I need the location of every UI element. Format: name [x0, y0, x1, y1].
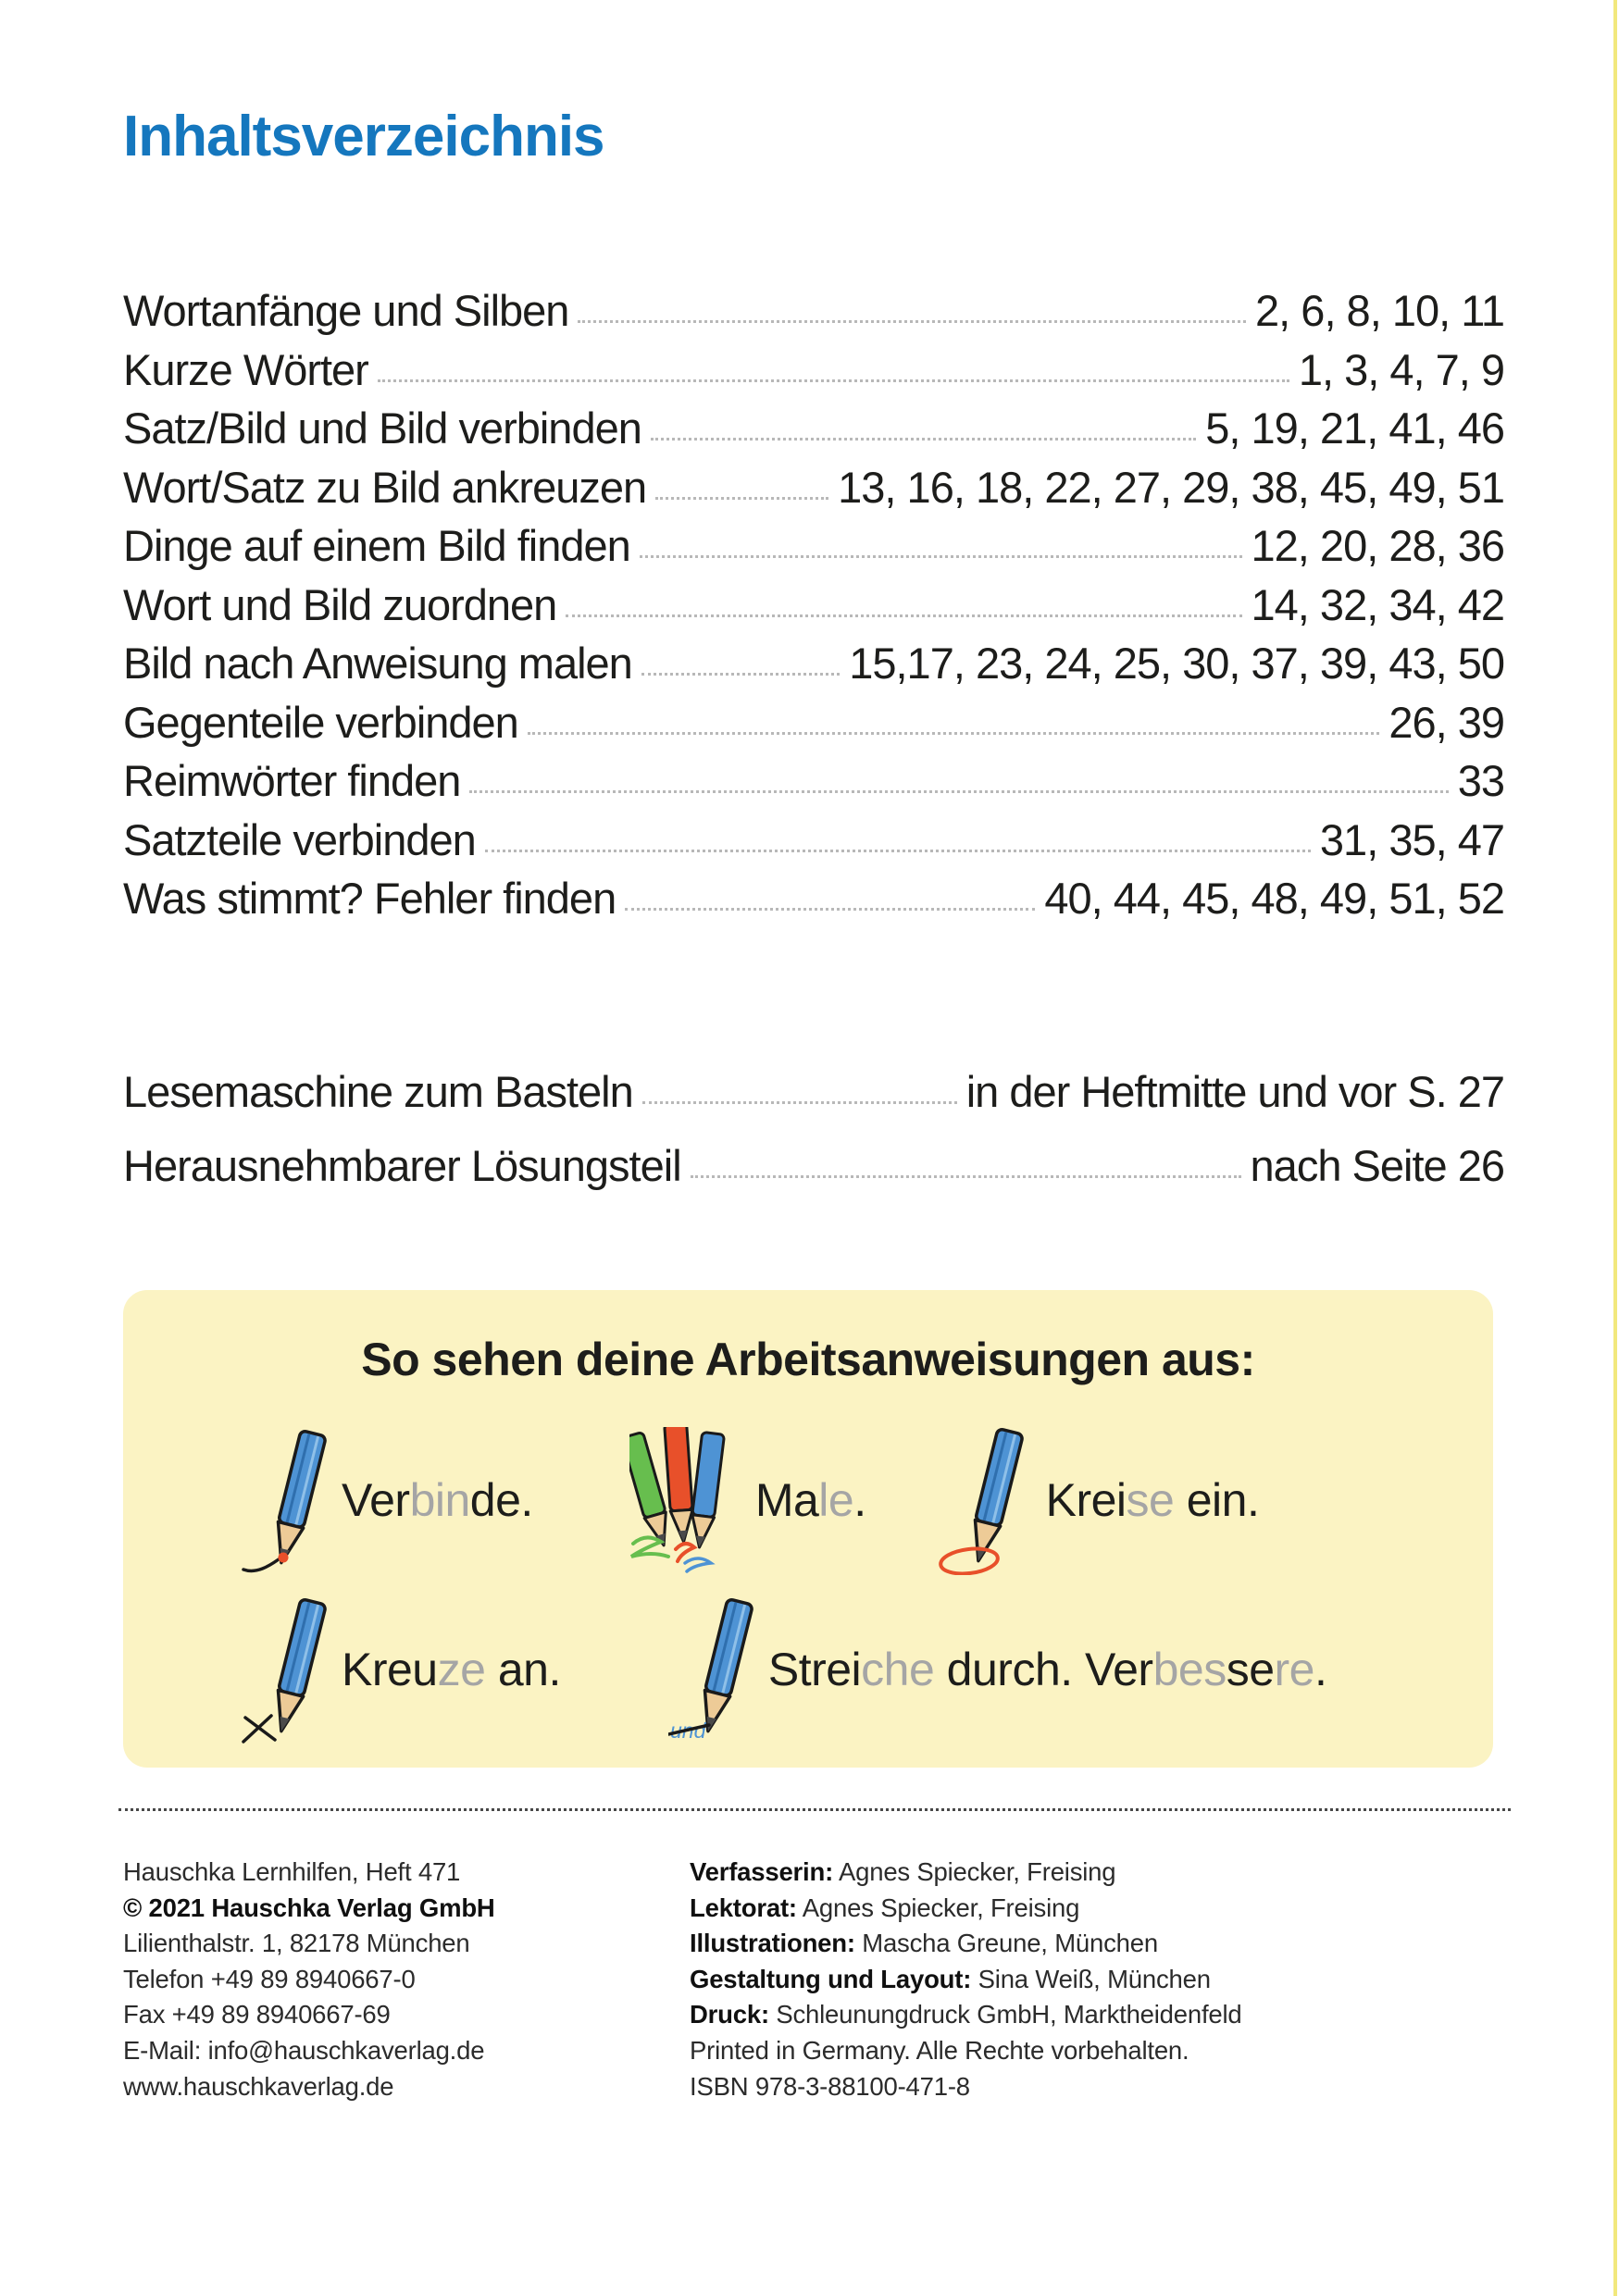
dotted-leader	[378, 379, 1289, 382]
footer-line: Lektorat: Agnes Spiecker, Freising	[690, 1893, 1080, 1922]
dotted-leader	[651, 438, 1196, 441]
page-title: Inhaltsverzeichnis	[123, 105, 604, 168]
toc-row	[123, 462, 1504, 521]
toc-entry-pages: in der Heftmitte und vor S. 27	[965, 1067, 1504, 1116]
dotted-leader	[528, 732, 1379, 735]
toc-entry-pages: 40, 44, 45, 48, 49, 51, 52	[1044, 874, 1504, 923]
toc-row	[123, 638, 1504, 697]
toc-entry-label: Wort/Satz zu Bild ankreuzen	[123, 462, 647, 512]
toc-entry-label: Was stimmt? Fehler finden	[123, 874, 616, 923]
struck-word: und	[669, 1719, 706, 1743]
footer-line: Printed in Germany. Alle Rechte vorbehalten.	[690, 2035, 1189, 2065]
instruction-box-heading: So sehen deine Arbeitsanweisungen aus:	[361, 1334, 1255, 1385]
instruction-box	[123, 1290, 1493, 1768]
instruction-word: Kreuze an.	[342, 1644, 561, 1695]
toc-row	[123, 1066, 1504, 1140]
toc-entry-label: Bild nach Anweisung malen	[123, 639, 632, 688]
footer-line: Fax +49 89 8940667-69	[123, 2000, 391, 2029]
toc-entry-label: Herausnehmbarer Lösungsteil	[123, 1141, 681, 1190]
pencil-circle-icon	[939, 1425, 1031, 1575]
instruction-item-verbinde	[242, 1427, 533, 1573]
instruction-item-streiche-durch	[668, 1595, 1327, 1744]
toc-entry-pages: 15,17, 23, 24, 25, 30, 37, 39, 43, 50	[849, 639, 1504, 688]
footer-line: Druck: Schleunungdruck GmbH, Marktheidenfeld	[690, 2000, 1242, 2029]
footer-line: Telefon +49 89 8940667-0	[123, 1964, 416, 1993]
toc-row	[123, 755, 1504, 814]
dotted-leader	[691, 1175, 1241, 1178]
footer-line: Verfasserin: Agnes Spiecker, Freising	[690, 1857, 1116, 1886]
page-edge-line	[1613, 0, 1617, 2296]
footer-line: © 2021 Hauschka Verlag GmbH	[123, 1893, 495, 1922]
toc-entry-label: Kurze Wörter	[123, 344, 368, 394]
footer-line: Hauschka Lernhilfen, Heft 471	[123, 1857, 461, 1886]
toc-entry-label: Gegenteile verbinden	[123, 697, 518, 747]
toc-entry-pages: 1, 3, 4, 7, 9	[1298, 344, 1504, 394]
toc-row	[123, 814, 1504, 874]
instruction-word: Streiche durch. Verbessere.	[767, 1644, 1327, 1695]
dotted-leader	[642, 1101, 957, 1104]
toc-entry-pages: 5, 19, 21, 41, 46	[1205, 403, 1504, 453]
footer-line: Lilienthalstr. 1, 82178 München	[123, 1929, 470, 1958]
dotted-leader	[655, 497, 828, 500]
toc-entry-pages: 33	[1457, 756, 1504, 805]
dotted-leader	[578, 320, 1246, 323]
dotted-leader	[625, 908, 1035, 911]
dotted-divider	[118, 1808, 1511, 1811]
three-pencils-icon	[629, 1427, 741, 1573]
toc-entry-label: Satzteile verbinden	[123, 814, 476, 864]
toc-row	[123, 403, 1504, 462]
footer-publisher-info	[123, 1855, 641, 2104]
toc-entry-pages: 31, 35, 47	[1319, 814, 1504, 864]
toc-row	[123, 1140, 1504, 1214]
toc-entry-pages: 26, 39	[1389, 697, 1504, 747]
toc-entry-label: Lesemaschine zum Basteln	[123, 1067, 633, 1116]
footer-line: Illustrationen: Mascha Greune, München	[690, 1929, 1158, 1958]
toc-entry-label: Satz/Bild und Bild verbinden	[123, 403, 641, 453]
dotted-leader	[640, 555, 1242, 558]
toc-extra-list	[123, 1066, 1504, 1214]
instruction-item-male	[629, 1427, 866, 1573]
toc-entry-pages: 2, 6, 8, 10, 11	[1255, 286, 1504, 335]
instruction-word: Kreise ein.	[1045, 1474, 1260, 1526]
footer-credits-info	[690, 1855, 1504, 2104]
pencil-line-icon	[242, 1427, 327, 1573]
toc-entry-pages: 14, 32, 34, 42	[1251, 579, 1504, 629]
toc-entry-label: Wortanfänge und Silben	[123, 286, 569, 335]
toc-list	[123, 285, 1504, 932]
toc-row	[123, 579, 1504, 639]
instruction-item-kreise-ein	[939, 1425, 1260, 1575]
pencil-cross-icon	[242, 1595, 327, 1744]
dotted-leader	[566, 614, 1241, 617]
toc-row	[123, 520, 1504, 579]
footer-line: Gestaltung und Layout: Sina Weiß, München	[690, 1964, 1211, 1993]
dotted-leader	[469, 790, 1448, 793]
footer-line: www.hauschkaverlag.de	[123, 2071, 394, 2101]
dotted-leader	[485, 850, 1311, 852]
pencil-strike-icon	[668, 1595, 753, 1744]
dotted-leader	[641, 673, 840, 676]
toc-entry-pages: 12, 20, 28, 36	[1251, 521, 1504, 570]
toc-entry-label: Dinge auf einem Bild finden	[123, 521, 630, 570]
toc-row	[123, 344, 1504, 403]
footer-line: ISBN 978-3-88100-471-8	[690, 2071, 970, 2101]
toc-entry-pages: 13, 16, 18, 22, 27, 29, 38, 45, 49, 51	[838, 462, 1504, 512]
toc-row	[123, 285, 1504, 344]
toc-entry-label: Reimwörter finden	[123, 756, 461, 805]
instruction-item-kreuze-an	[242, 1595, 561, 1744]
instruction-word: Verbinde.	[342, 1474, 533, 1526]
toc-entry-label: Wort und Bild zuordnen	[123, 579, 557, 629]
instruction-word: Male.	[754, 1474, 866, 1526]
toc-entry-pages: nach Seite 26	[1250, 1141, 1504, 1190]
toc-row	[123, 697, 1504, 756]
toc-row	[123, 873, 1504, 932]
footer-line: E-Mail: info@hauschkaverlag.de	[123, 2035, 485, 2065]
